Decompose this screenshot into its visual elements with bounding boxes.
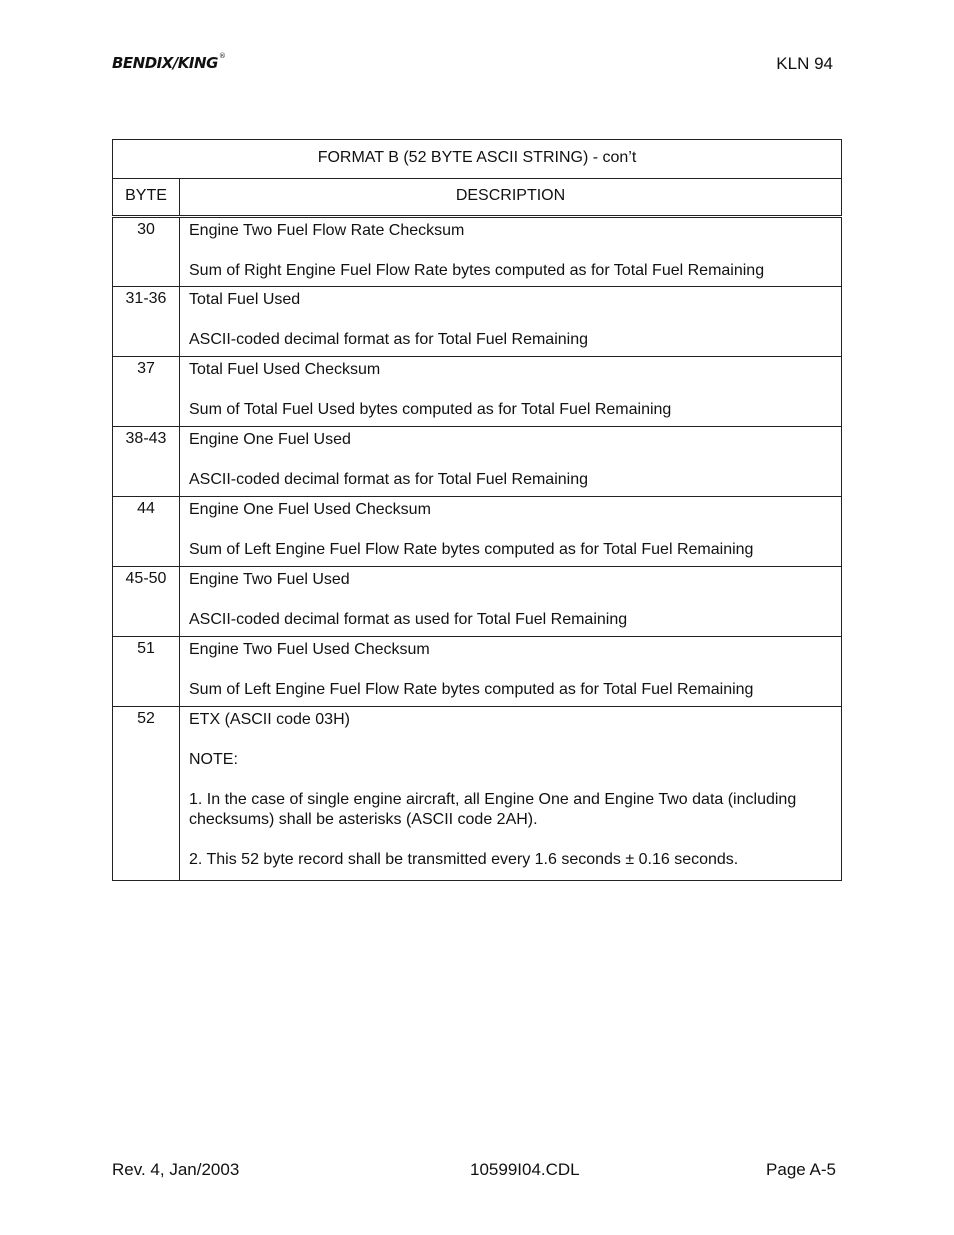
note-label: NOTE: [189, 751, 238, 768]
description-title: Engine One Fuel Used Checksum [189, 501, 431, 518]
table-row [113, 567, 842, 637]
description-cell [180, 427, 842, 497]
byte-cell: 51 [113, 637, 180, 707]
byte-cell: 30 [113, 217, 180, 287]
description-title: Engine Two Fuel Flow Rate Checksum [189, 222, 465, 239]
footer-page-number: Page A-5 [766, 1160, 836, 1179]
column-header-description: DESCRIPTION [180, 179, 842, 217]
description-cell [180, 497, 842, 567]
table-row [113, 357, 842, 427]
description-title: Total Fuel Used Checksum [189, 361, 381, 378]
description-title: Total Fuel Used [189, 291, 301, 308]
description-title: Engine Two Fuel Used [189, 571, 350, 588]
description-title: Engine Two Fuel Used Checksum [189, 641, 430, 658]
byte-cell: 37 [113, 357, 180, 427]
note-item-2: 2. This 52 byte record shall be transmitted every 1.6 seconds ± 0.16 seconds. [189, 851, 739, 868]
table-row [113, 287, 842, 357]
byte-cell: 38-43 [113, 427, 180, 497]
format-table-container [112, 139, 842, 881]
description-detail: Sum of Left Engine Fuel Flow Rate bytes computed as for Total Fuel Remaining [189, 681, 754, 698]
description-cell [180, 217, 842, 287]
footer-revision: Rev. 4, Jan/2003 [112, 1160, 240, 1179]
description-detail: ASCII-coded decimal format as for Total Fuel Remaining [189, 331, 588, 348]
description-detail: Sum of Total Fuel Used bytes computed as for Total Fuel Remaining [189, 401, 672, 418]
description-cell [180, 357, 842, 427]
table-header-row [113, 179, 842, 217]
table-row [113, 217, 842, 287]
description-cell [180, 707, 842, 881]
brand-name: BENDIX/KING [112, 54, 218, 72]
description-detail: Sum of Right Engine Fuel Flow Rate bytes computed as for Total Fuel Remaining [189, 262, 765, 279]
table-row [113, 707, 842, 881]
table-caption: FORMAT B (52 BYTE ASCII STRING) - con’t [113, 140, 842, 179]
model-number: KLN 94 [776, 54, 833, 73]
registered-mark: ® [218, 52, 226, 60]
table-row [113, 497, 842, 567]
description-title: Engine One Fuel Used [189, 431, 351, 448]
description-detail: ASCII-coded decimal format as used for Total Fuel Remaining [189, 611, 628, 628]
table-row [113, 637, 842, 707]
description-cell [180, 637, 842, 707]
table-caption-row [113, 140, 842, 179]
description-detail: Sum of Left Engine Fuel Flow Rate bytes computed as for Total Fuel Remaining [189, 541, 754, 558]
footer-document-id: 10599I04.CDL [470, 1160, 580, 1179]
byte-cell: 31-36 [113, 287, 180, 357]
note-item-1: 1. In the case of single engine aircraft, all Engine One and Engine Two data (including checksums) shall be asterisks (ASCII code 2AH). [189, 791, 797, 828]
description-title: ETX (ASCII code 03H) [189, 711, 350, 728]
byte-cell: 52 [113, 707, 180, 881]
column-header-byte: BYTE [113, 179, 180, 217]
byte-cell: 45-50 [113, 567, 180, 637]
description-detail: ASCII-coded decimal format as for Total Fuel Remaining [189, 471, 588, 488]
format-b-table [112, 139, 842, 881]
brand-logo [112, 54, 225, 72]
table-row [113, 427, 842, 497]
description-cell [180, 567, 842, 637]
byte-cell: 44 [113, 497, 180, 567]
description-cell [180, 287, 842, 357]
